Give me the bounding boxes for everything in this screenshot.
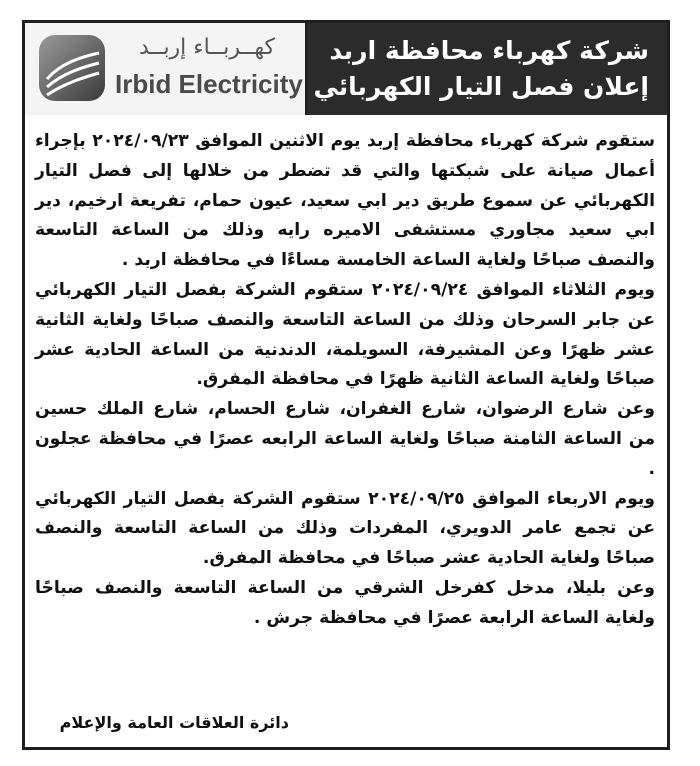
power-outage-announcement <box>22 20 670 750</box>
department-signature: دائرة العلاقات العامة والإعلام <box>59 713 289 732</box>
announcement-body <box>35 127 655 634</box>
company-title: شركة كهرباء محافظة اربد <box>329 36 649 65</box>
announcement-title: إعلان فصل التيار الكهربائي <box>313 72 649 101</box>
announcement-header <box>25 23 667 115</box>
paragraph-wednesday: ويوم الاربعاء الموافق ٢٠٢٤/٠٩/٢٥ ستقوم الشركة بفصل التيار الكهربائي عن تجمع عامر الدويري، المفردات وذلك من الساعة التاسعة والنصف صباحًا ولغاية الحادية عشر صباحًا في محافظة المفرق. <box>35 488 655 569</box>
irbid-electricity-logo-icon <box>37 33 107 103</box>
company-logo <box>25 23 307 115</box>
paragraph-jerash: وعن بليلا، مدخل كفرخل الشرقي من الساعة التاسعة والنصف صباحًا ولغاية الساعة الرابعة عصرًا في محافظة جرش . <box>35 577 655 628</box>
paragraph-ajloun: وعن شارع الرضوان، شارع الغفران، شارع الحسام، شارع الملك حسين من الساعة الثامنة صباحًا ولغاية الساعة الرابعه عصرًا في محافظة عجلون . <box>35 399 655 479</box>
logo-english-name: Irbid Electricity <box>115 69 303 99</box>
paragraph-tuesday: ويوم الثلاثاء الموافق ٢٠٢٤/٠٩/٢٤ ستقوم الشركة بفصل التيار الكهربائي عن جابر السرحان وذلك من الساعة التاسعة والنصف صباحًا ولغاية الثانية عشر ظهرًا وعن المشيرفة، السويلمة، الدندنية من الساعة الحادية عشر صباحًا ولغاية الساعة الثانية ظهرًا في محافظة المفرق. <box>35 279 655 390</box>
title-banner <box>307 23 667 115</box>
paragraph-monday: ستقوم شركة كهرباء محافظة إربد يوم الاثنين الموافق ٢٠٢٤/٠٩/٢٣ بإجراء أعمال صيانة على شبكتها والتي قد تضطر من خلالها إلى فصل التيار الكهربائي عن سموع طريق دير ابي سعيد، عيون حمام، تفريعة ارخيم، دير ابي سعيد مجاوري مستشفى الاميره رايه وذلك من الساعة التاسعة والنصف صباحًا ولغاية الساعة الخامسة مساءًا في محافظة اربد . <box>35 131 655 271</box>
logo-arabic-name: كهــربــاء إربــد <box>139 35 275 60</box>
